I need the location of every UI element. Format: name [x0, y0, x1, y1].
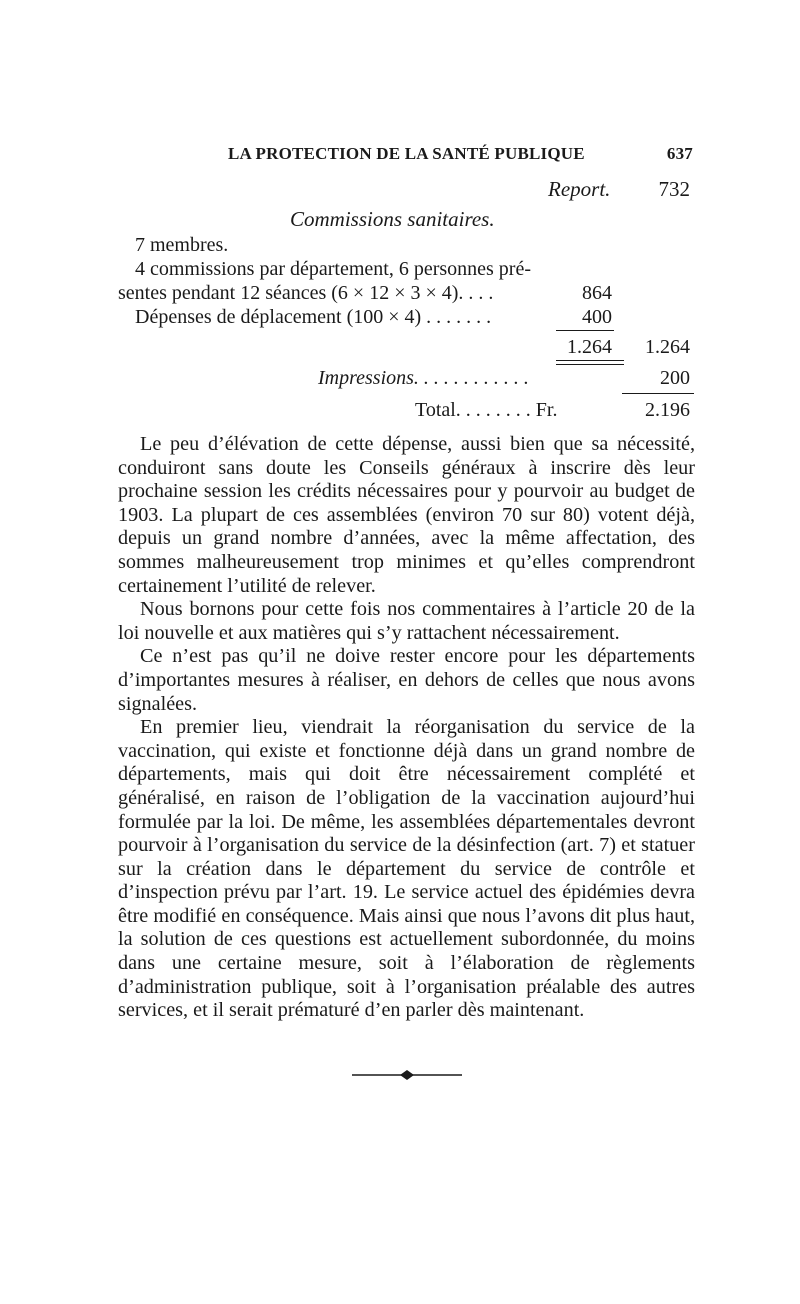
paragraph-2: Nous bornons pour cette fois nos commentaires à l’article 20 de la loi nouvelle et aux matières qui s’y rattachent nécessairement. [118, 598, 695, 644]
page-number: 637 [666, 144, 693, 163]
paragraph-1: Le peu d’élévation de cette dépense, aussi bien que sa nécessité, conduiront sans doute les Conseils généraux à inscrire dès leur prochaine session les crédits nécessaires pour y pourvoir au budget de 1903. La plupart de ces assemblées (environ 70 sur 80) votent déjà, depuis un grand nombre d’années, avec la même affectation, des sommes malheureusement trop minimes et qu’elles comprendront certainement l’utilité de relever. [118, 433, 695, 597]
total-value: 2.196 [645, 399, 690, 421]
total-line: Total. . . . . . . . Fr. [415, 399, 558, 421]
printing-value: 200 [660, 367, 690, 389]
subtotal-right-value: 1.264 [645, 336, 690, 358]
travel-value: 400 [582, 306, 612, 328]
commissions-line-1: 4 commissions par département, 6 personnes pré- [135, 258, 532, 280]
end-ornament-icon [352, 1068, 462, 1082]
paragraph-3: Ce n’est pas qu’il ne doive rester encore pour les départements d’importantes mesures à réaliser, en dehors de celles que nous avons signalées. [118, 645, 695, 715]
subtotal-double-rule-2 [556, 364, 624, 365]
printing-label: Impressions. . . . . . . . . . . . [318, 367, 529, 389]
total-rule [622, 393, 694, 394]
travel-line: Dépenses de déplacement (100 × 4) . . . . . . . [135, 306, 492, 328]
commissions-value: 864 [582, 282, 612, 304]
subtotal-left-value: 1.264 [567, 336, 612, 358]
printing-line [318, 367, 529, 390]
running-title: LA PROTECTION DE LA SANTÉ PUBLIQUE [228, 144, 585, 163]
report-value: 732 [658, 177, 690, 201]
commissions-line-2: sentes pendant 12 séances (6 × 12 × 3 × 4). . . . [118, 282, 494, 304]
report-label: Report. [548, 177, 611, 201]
subtotal-double-rule-1 [556, 360, 624, 361]
subtotal-rule [556, 330, 614, 331]
paragraph-4: En premier lieu, viendrait la réorganisation du service de la vaccination, qui existe et fonctionne déjà dans un grand nombre de départements, mais qui doit être nécessairement complété et généralisé, en raison de l’obligation de la vaccination aujourd’hui formulée par la loi. De même, les assemblées départementales devront pourvoir à l’organisation du service de la désinfection (art. 7) et statuer sur la création dans le département du service de contrôle et d’inspection prévu par l’art. 19. Le service actuel des épidémies devra être modifié en conséquence. Mais ainsi que nous l’avons dit plus haut, la solution de ces questions est actuellement subordonnée, du moins dans une certaine mesure, soit à l’élaboration de règlements d’administration publique, soit à l’organisation préalable des autres services, et il serait prématuré d’en parler dès maintenant. [118, 716, 695, 1022]
members-line: 7 membres. [135, 234, 229, 256]
section-title: Commissions sanitaires. [290, 207, 495, 231]
body-text [118, 433, 695, 1023]
